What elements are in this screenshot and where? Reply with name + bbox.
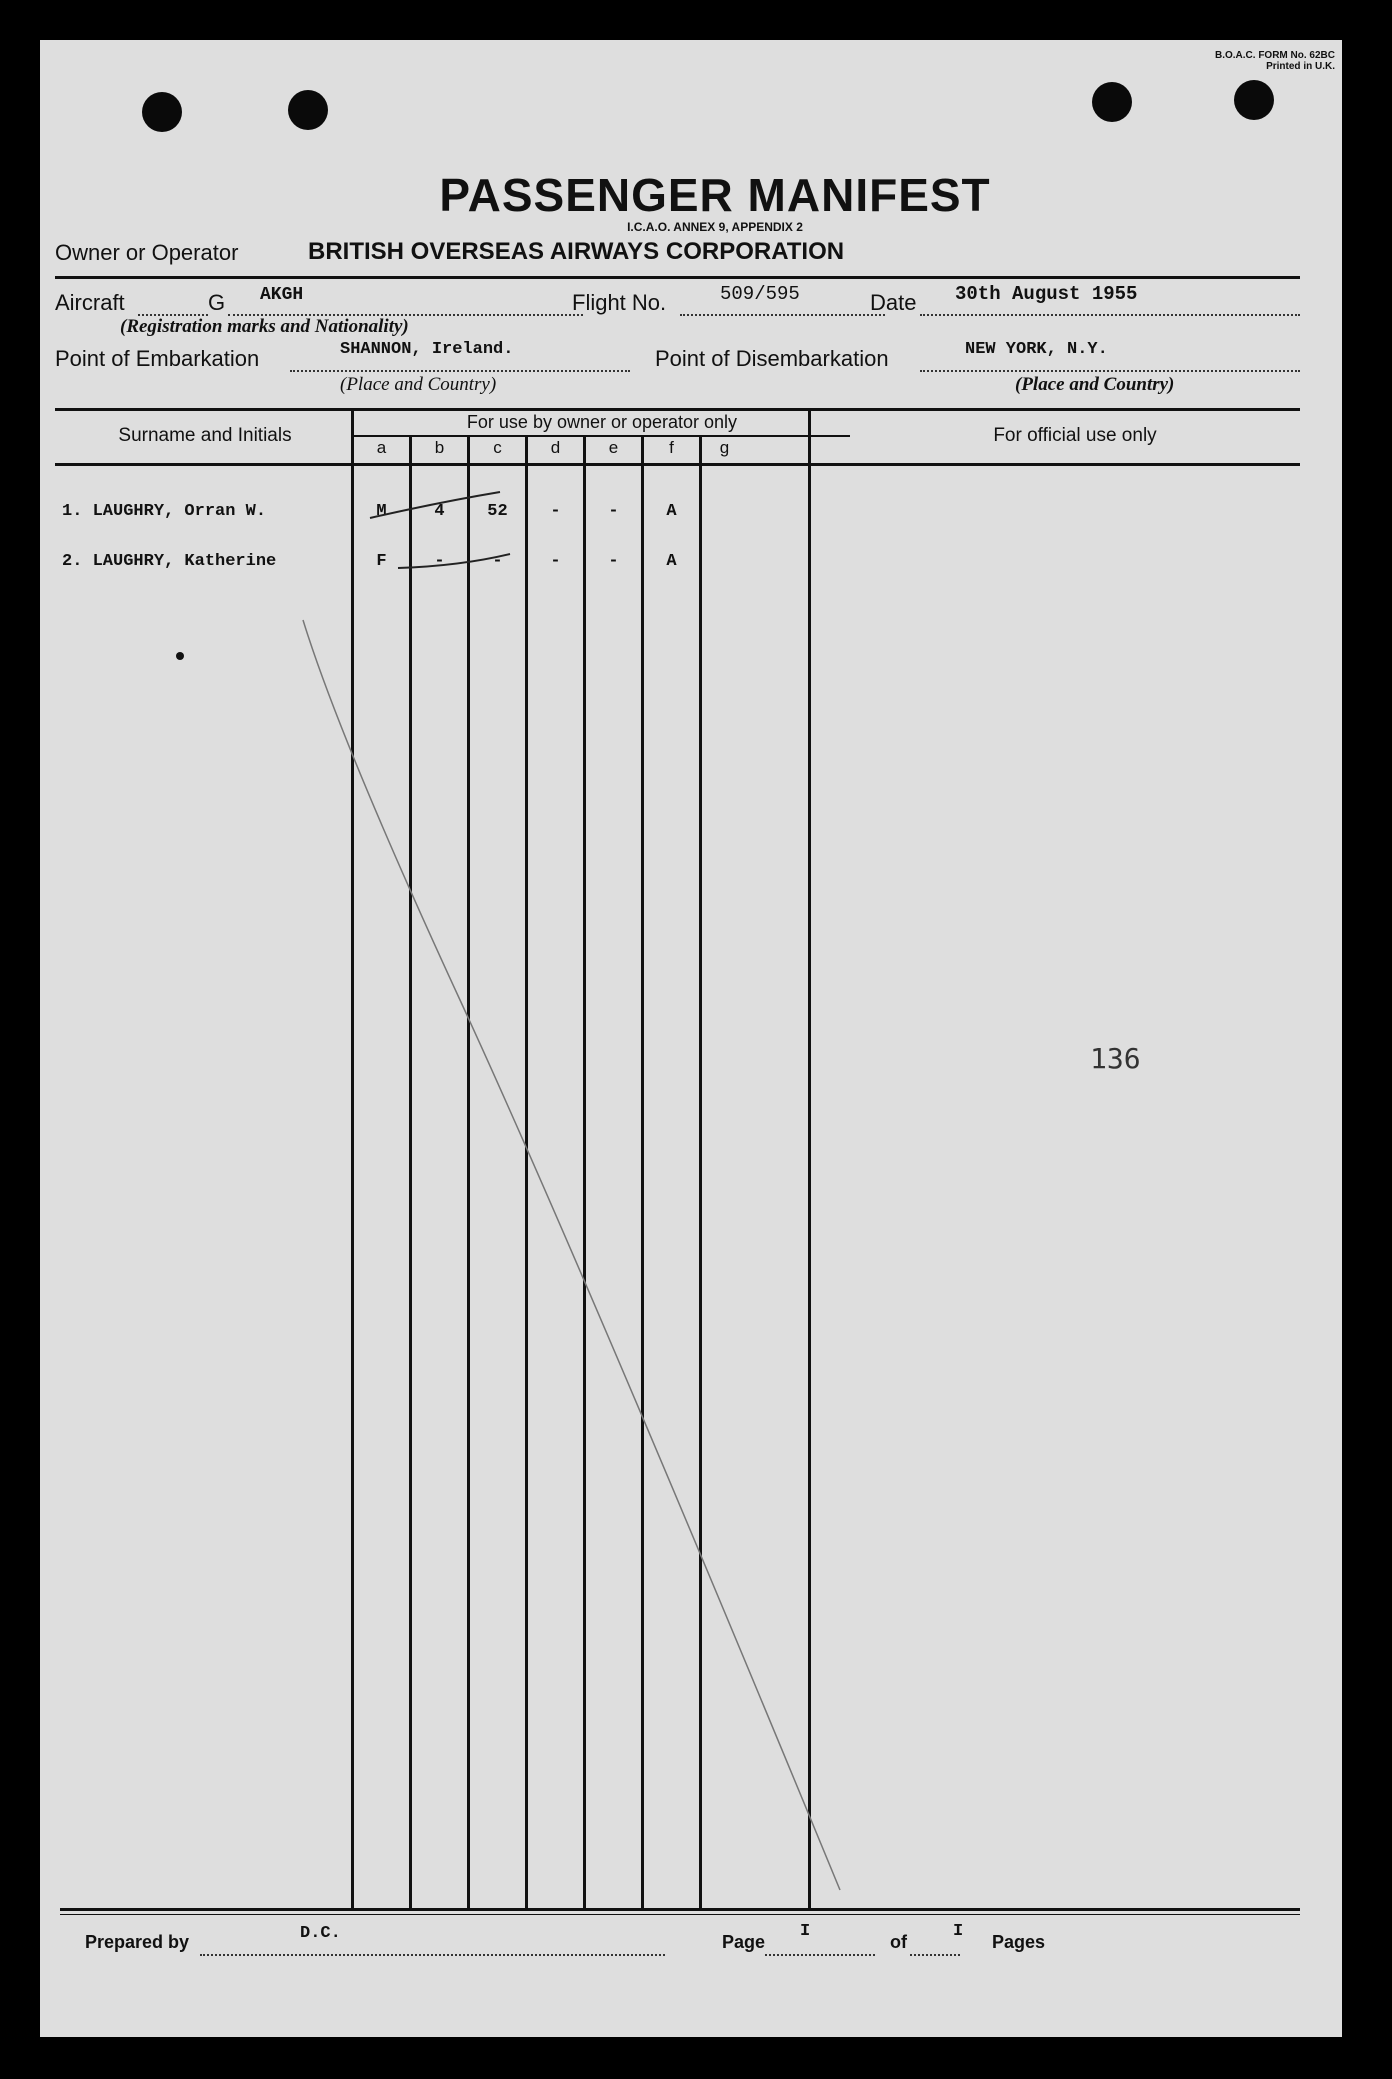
aircraft-prefix: G bbox=[208, 290, 226, 315]
date-label: Date bbox=[870, 290, 917, 315]
col-header-d: d bbox=[550, 438, 561, 457]
flight-value: 509/595 bbox=[720, 283, 800, 305]
prepared-label: Prepared by bbox=[85, 1932, 190, 1952]
disembarkation-label: Point of Disembarkation bbox=[655, 346, 889, 371]
footer-top-rule-thin bbox=[60, 1914, 1300, 1915]
col-header-g: g bbox=[719, 438, 730, 457]
embarkation-value: SHANNON, Ireland. bbox=[340, 340, 514, 359]
col-header-b: b bbox=[434, 438, 445, 457]
row2-cell-f: A bbox=[666, 552, 677, 571]
disembarkation-value: NEW YORK, N.Y. bbox=[965, 340, 1108, 359]
row1-stroke bbox=[370, 492, 500, 518]
col-header-a: a bbox=[376, 438, 387, 457]
ink-dot bbox=[176, 652, 184, 660]
row1-cell-f: A bbox=[666, 502, 677, 521]
date-value: 30th August 1955 bbox=[955, 283, 1138, 305]
handwritten-strokes bbox=[40, 40, 1342, 2037]
total-value: I bbox=[953, 1922, 964, 1941]
official-header: For official use only bbox=[993, 425, 1157, 446]
form-reference-line2: Printed in U.K. bbox=[1266, 61, 1335, 72]
row2-stroke bbox=[398, 554, 510, 568]
stamp-number: 136 bbox=[1090, 1042, 1141, 1075]
row2-cell-d: - bbox=[550, 552, 561, 571]
embarkation-label: Point of Embarkation bbox=[55, 346, 260, 371]
prepared-dotline bbox=[200, 1954, 665, 1956]
row2-cell-e: - bbox=[608, 552, 619, 571]
flight-label: Flight No. bbox=[572, 290, 667, 315]
pages-label: Pages bbox=[992, 1932, 1046, 1952]
page-value: I bbox=[800, 1922, 811, 1941]
row1-cell-a: M bbox=[376, 502, 387, 521]
col-header-e: e bbox=[608, 438, 619, 457]
row2-cell-a: F bbox=[376, 552, 387, 571]
disembarkation-note: (Place and Country) bbox=[1015, 374, 1175, 395]
diagonal-cancel-stroke bbox=[303, 620, 840, 1890]
col-header-f: f bbox=[669, 438, 674, 457]
page-title: PASSENGER MANIFEST bbox=[439, 169, 991, 221]
prepared-value: D.C. bbox=[300, 1924, 341, 1943]
page-label: Page bbox=[722, 1932, 766, 1952]
aircraft-label: Aircraft bbox=[55, 290, 125, 315]
row2-cell-b: - bbox=[434, 552, 445, 571]
of-label: of bbox=[890, 1932, 907, 1952]
row1-cell-b: 4 bbox=[434, 502, 445, 521]
row1-cell-e: - bbox=[608, 502, 619, 521]
footer-top-rule bbox=[60, 1908, 1300, 1911]
total-dotline bbox=[910, 1954, 960, 1956]
page-subtitle: I.C.A.O. ANNEX 9, APPENDIX 2 bbox=[627, 220, 803, 234]
embarkation-note: (Place and Country) bbox=[340, 374, 497, 395]
owner-label: Owner or Operator bbox=[55, 240, 239, 265]
row1-cell-d: - bbox=[550, 502, 561, 521]
row1-name: 1. LAUGHRY, Orran W. bbox=[62, 502, 267, 521]
col-header-c: c bbox=[493, 438, 502, 457]
surname-header: Surname and Initials bbox=[118, 425, 292, 446]
manifest-sheet bbox=[40, 40, 1342, 2037]
aircraft-value: AKGH bbox=[260, 285, 304, 305]
form-reference-line1: B.O.A.C. FORM No. 62BC bbox=[1214, 50, 1335, 61]
row2-name: 2. LAUGHRY, Katherine bbox=[62, 552, 277, 571]
operator-header: For use by owner or operator only bbox=[466, 412, 738, 432]
aircraft-note: (Registration marks and Nationality) bbox=[120, 316, 409, 337]
owner-value: BRITISH OVERSEAS AIRWAYS CORPORATION bbox=[308, 238, 845, 265]
page-dotline bbox=[765, 1954, 875, 1956]
row2-cell-c: - bbox=[492, 552, 503, 571]
row1-cell-c: 52 bbox=[487, 502, 508, 521]
